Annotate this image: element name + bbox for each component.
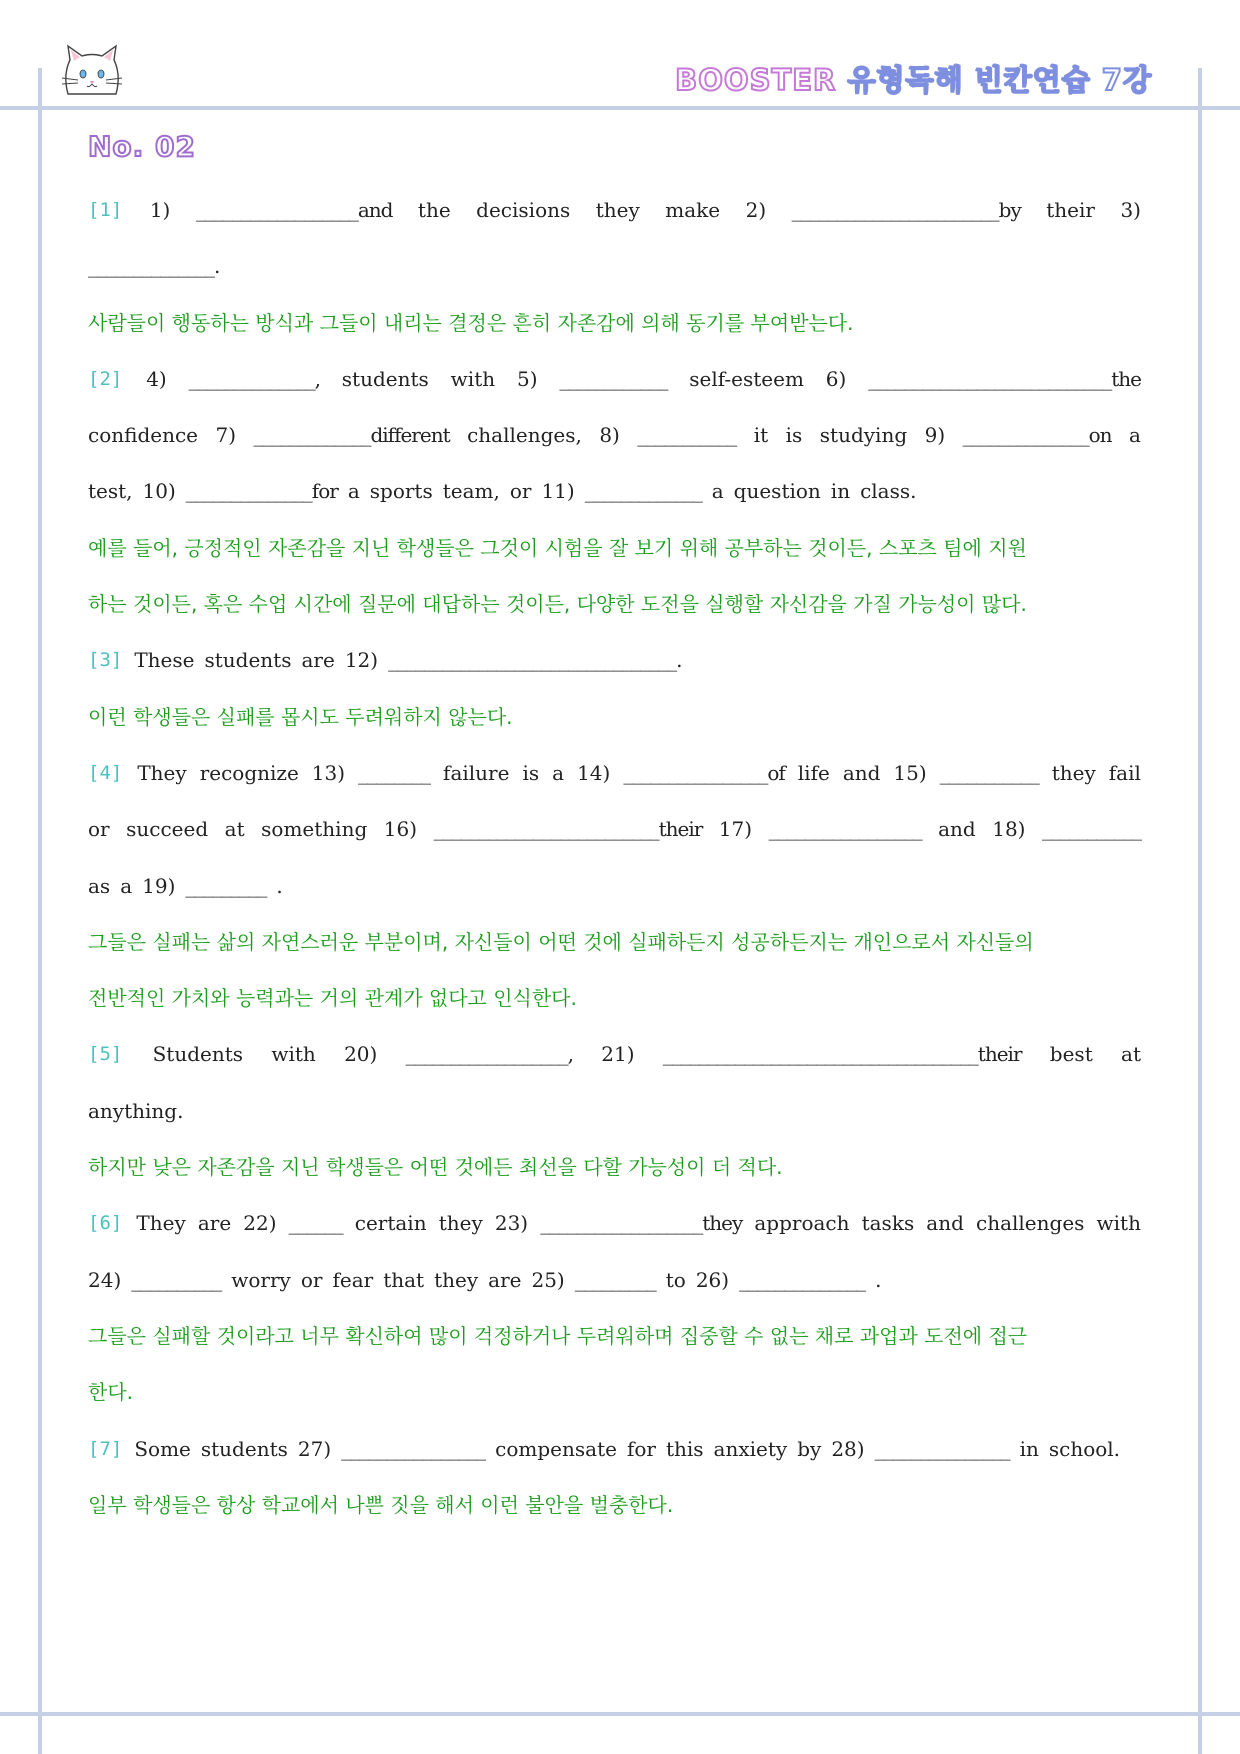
- fill-in-blank: _________________: [768, 817, 922, 842]
- sentence-word: 27): [297, 1436, 332, 1461]
- sentence-word: students: [204, 648, 292, 673]
- sentence-word: challenges: [976, 1211, 1085, 1236]
- sentence-word: challenges,: [467, 423, 582, 448]
- sentence-word: team,: [442, 479, 500, 504]
- sentence-word: 4): [146, 366, 167, 391]
- english-sentence-line: [88, 1260, 1151, 1316]
- sentence-word: 12): [344, 648, 379, 673]
- sentence-word: 26): [695, 1267, 730, 1292]
- sentence-word: class.: [860, 479, 917, 504]
- fill-in-blank: ___________: [1042, 817, 1141, 842]
- sentence-word: they: [438, 1211, 483, 1236]
- fill-in-blank: _________: [574, 1267, 656, 1292]
- fill-in-blank: ______________,: [188, 366, 320, 391]
- sentence-word: test,: [88, 479, 133, 504]
- fill-in-blank: ___________: [637, 423, 737, 448]
- sentence-word: 28): [831, 1436, 865, 1461]
- sentence-word: 15): [893, 760, 927, 785]
- english-sentence-line: [88, 640, 1151, 696]
- korean-translation-text: 하지만 낮은 자존감을 지닌 학생들은 어떤 것에든 최선을 다할 가능성이 더 적다.: [88, 1155, 783, 1180]
- korean-translation-text: 그들은 실패는 삶의 자연스러운 부분이며, 자신들이 어떤 것에 실패하든지 성공하든지는 개인으로서 자신들의: [88, 929, 1034, 954]
- document-header-title: [675, 58, 1152, 99]
- sentence-word: this: [665, 1436, 704, 1461]
- english-sentence-line: [88, 1203, 1151, 1259]
- sentence-word: 18): [992, 817, 1026, 842]
- sentence-word: are: [301, 648, 335, 673]
- sentence-word: a: [711, 479, 724, 504]
- footer-rule: [0, 1712, 1240, 1716]
- sentence-word: They: [136, 1211, 186, 1236]
- sentence-word: anything.: [88, 1098, 184, 1123]
- sentence-word: failure: [443, 760, 510, 785]
- fill-in-blank: ___________: [939, 760, 1039, 785]
- english-sentence-line: [88, 415, 1151, 471]
- sentence-word: 17): [718, 817, 753, 842]
- sentence-word: recognize: [199, 760, 299, 785]
- sentence-word: are: [488, 1267, 522, 1292]
- sentence-word: 24): [88, 1267, 122, 1292]
- sentence-word: the: [417, 198, 451, 222]
- sentence-word: their: [1046, 198, 1095, 222]
- sentence-word: 20): [344, 1042, 378, 1067]
- paragraph-number: [4]: [88, 761, 123, 784]
- sentence-word: question: [733, 479, 821, 504]
- sentence-word: 13): [311, 760, 346, 785]
- korean-translation-text: 한다.: [88, 1380, 133, 1405]
- korean-translation-text: 전반적인 가치와 능력과는 거의 관계가 없다고 인식한다.: [88, 986, 577, 1011]
- paragraph-number: [6]: [88, 1212, 123, 1235]
- sentence-word: certain: [354, 1211, 427, 1236]
- left-margin-rule: [38, 68, 42, 1754]
- korean-translation-line: [88, 1372, 1151, 1428]
- fill-in-blank: ________________________________.: [388, 648, 682, 673]
- english-sentence-line: [88, 190, 1151, 246]
- sentence-word: They: [137, 760, 187, 785]
- sentence-word: with: [1096, 1211, 1141, 1236]
- english-sentence-line: [88, 753, 1151, 809]
- sentence-word: at: [224, 817, 245, 842]
- paragraph-number: [2]: [88, 367, 123, 390]
- sentence-word: to: [665, 1267, 686, 1292]
- sentence-word: approach: [754, 1211, 850, 1236]
- exercise-body: [88, 190, 1151, 1541]
- sentence-word: a: [552, 760, 565, 785]
- sentence-word: succeed: [126, 817, 209, 842]
- paragraph-number: [5]: [88, 1043, 123, 1066]
- sentence-word: tasks: [861, 1211, 915, 1236]
- fill-in-blank: ____________: [559, 366, 668, 391]
- english-sentence-line: [88, 471, 1151, 527]
- fill-in-blank: _______________: [874, 1436, 1010, 1461]
- problem-number: No. 02: [88, 130, 197, 163]
- korean-translation-line: [88, 922, 1151, 978]
- sentence-word: 21): [601, 1042, 635, 1067]
- fill-in-blank: ________________: [341, 1436, 486, 1461]
- korean-translation-text: 하는 것이든, 혹은 수업 시간에 질문에 대답하는 것이든, 다양한 도전을 실행할 자신감을 가질 가능성이 많다.: [88, 592, 1027, 617]
- sentence-word: and: [842, 760, 881, 785]
- korean-translation-line: [88, 1316, 1151, 1372]
- korean-translation-text: 이런 학생들은 실패를 몹시도 두려워하지 않는다.: [88, 704, 513, 729]
- sentence-word: best: [1049, 1042, 1093, 1067]
- sentence-word: and: [926, 1211, 964, 1236]
- sentence-word: compensate: [495, 1436, 617, 1461]
- sentence-word: or: [509, 479, 532, 504]
- sentence-word: 1): [149, 198, 171, 222]
- korean-translation-line: [88, 528, 1151, 584]
- english-sentence-line: [88, 1034, 1151, 1090]
- sentence-word: is: [785, 423, 803, 448]
- english-sentence-line: [88, 359, 1151, 415]
- sentence-word: Some: [134, 1436, 191, 1461]
- sentence-word: they: [434, 1267, 479, 1292]
- fill-in-blank: _________________________their: [433, 817, 703, 842]
- sentence-word: 25): [531, 1267, 565, 1292]
- paragraph-number: [7]: [88, 1437, 123, 1460]
- header-rule: [0, 106, 1240, 110]
- paragraph-number: [1]: [88, 199, 123, 221]
- english-sentence-line: [88, 866, 1151, 922]
- right-margin-rule: [1198, 68, 1202, 1754]
- sentence-word: 16): [383, 817, 418, 842]
- sentence-word: make: [665, 198, 721, 222]
- fill-in-blank: ______________on: [962, 423, 1112, 448]
- english-sentence-line: [88, 1091, 1151, 1147]
- cat-face-icon: [60, 44, 124, 98]
- english-sentence-line: [88, 246, 1151, 302]
- sentence-word: 23): [494, 1211, 529, 1236]
- korean-translation-line: [88, 697, 1151, 753]
- sentence-word: decisions: [476, 198, 571, 222]
- sentence-word: are: [197, 1211, 232, 1236]
- fill-in-blank: __________: [131, 1267, 222, 1292]
- sentence-word: .: [276, 873, 283, 898]
- fill-in-blank: _________: [185, 873, 267, 898]
- sentence-word: 14): [577, 760, 611, 785]
- sentence-word: life: [797, 760, 830, 785]
- sentence-word: 10): [142, 479, 176, 504]
- sentence-word: .: [875, 1267, 882, 1292]
- header-subtitle: 유형독해 빈칸연습 7강: [847, 63, 1152, 97]
- english-sentence-line: [88, 809, 1151, 865]
- sentence-word: 7): [215, 423, 237, 448]
- sentence-word: a: [120, 873, 133, 898]
- fill-in-blank: _____________different: [253, 423, 450, 448]
- sentence-word: confidence: [88, 423, 199, 448]
- fill-in-blank: ______________for: [185, 479, 338, 504]
- korean-translation-line: [88, 978, 1151, 1034]
- english-sentence-line: [88, 1429, 1151, 1485]
- sentence-word: in: [1019, 1436, 1039, 1461]
- sentence-word: as: [88, 873, 111, 898]
- sentence-word: at: [1121, 1042, 1141, 1067]
- korean-translation-line: [88, 584, 1151, 640]
- sentence-word: for: [626, 1436, 656, 1461]
- sentence-word: 6): [825, 366, 847, 391]
- fill-in-blank: ______________.: [88, 254, 220, 279]
- fill-in-blank: ______: [288, 1211, 343, 1236]
- sentence-word: school.: [1048, 1436, 1121, 1461]
- sentence-word: or: [88, 817, 110, 842]
- sentence-word: with: [450, 366, 496, 391]
- sentence-word: with: [271, 1042, 316, 1067]
- fill-in-blank: __________________,: [405, 1042, 573, 1067]
- korean-translation-text: 일부 학생들은 항상 학교에서 나쁜 짓을 해서 이런 불안을 벌충한다.: [88, 1492, 674, 1517]
- korean-translation-line: [88, 1147, 1151, 1203]
- fill-in-blank: ___________________________________their: [662, 1042, 1022, 1067]
- sentence-word: by: [797, 1436, 822, 1461]
- sentence-word: and: [938, 817, 976, 842]
- sentence-word: they: [595, 198, 640, 222]
- sentence-word: students: [200, 1436, 288, 1461]
- sentence-word: something: [261, 817, 368, 842]
- sentence-word: worry: [231, 1267, 291, 1292]
- sentence-word: Students: [152, 1042, 244, 1067]
- fill-in-blank: __________________and: [195, 198, 393, 222]
- fill-in-blank: ______________: [739, 1267, 866, 1292]
- sentence-word: 19): [142, 873, 176, 898]
- korean-translation-line: [88, 303, 1151, 359]
- header-booster: BOOSTER: [675, 63, 837, 97]
- sentence-word: 9): [924, 423, 946, 448]
- fill-in-blank: ________________of: [623, 760, 785, 785]
- sentence-word: they: [1051, 760, 1096, 785]
- korean-translation-text: 그들은 실패할 것이라고 너무 확신하여 많이 걱정하거나 두려워하며 집중할 수 없는 채로 과업과 도전에 접근: [88, 1323, 1028, 1348]
- sentence-word: These: [134, 648, 195, 673]
- sentence-word: a: [347, 479, 360, 504]
- sentence-word: 5): [516, 366, 538, 391]
- sentence-word: 11): [541, 479, 575, 504]
- sentence-word: 2): [745, 198, 767, 222]
- sentence-word: in: [830, 479, 851, 504]
- sentence-word: it: [753, 423, 769, 448]
- korean-translation-text: 예를 들어, 긍정적인 자존감을 지닌 학생들은 그것이 시험을 잘 보기 위해 공부하는 것이든, 스포츠 팀에 지원: [88, 535, 1027, 560]
- sentence-word: is: [522, 760, 540, 785]
- sentence-word: fail: [1108, 760, 1141, 785]
- sentence-word: or: [300, 1267, 323, 1292]
- fill-in-blank: ___________________________the: [868, 366, 1141, 391]
- fill-in-blank: __________________they: [540, 1211, 743, 1236]
- sentence-word: 22): [243, 1211, 277, 1236]
- sentence-word: self-esteem: [689, 366, 804, 391]
- korean-translation-line: [88, 1485, 1151, 1541]
- sentence-word: fear: [332, 1267, 374, 1292]
- sentence-word: 8): [599, 423, 620, 448]
- sentence-word: a: [1128, 423, 1141, 448]
- sentence-word: anxiety: [713, 1436, 788, 1461]
- fill-in-blank: _____________: [584, 479, 702, 504]
- sentence-word: studying: [819, 423, 908, 448]
- sentence-word: students: [341, 366, 429, 391]
- sentence-word: 3): [1120, 198, 1141, 222]
- fill-in-blank: ________: [358, 760, 431, 785]
- sentence-word: sports: [369, 479, 433, 504]
- korean-translation-text: 사람들이 행동하는 방식과 그들이 내리는 결정은 흔히 자존감에 의해 동기를 부여받는다.: [88, 310, 854, 335]
- paragraph-number: [3]: [88, 649, 123, 672]
- fill-in-blank: _______________________by: [791, 198, 1021, 222]
- sentence-word: that: [383, 1267, 425, 1292]
